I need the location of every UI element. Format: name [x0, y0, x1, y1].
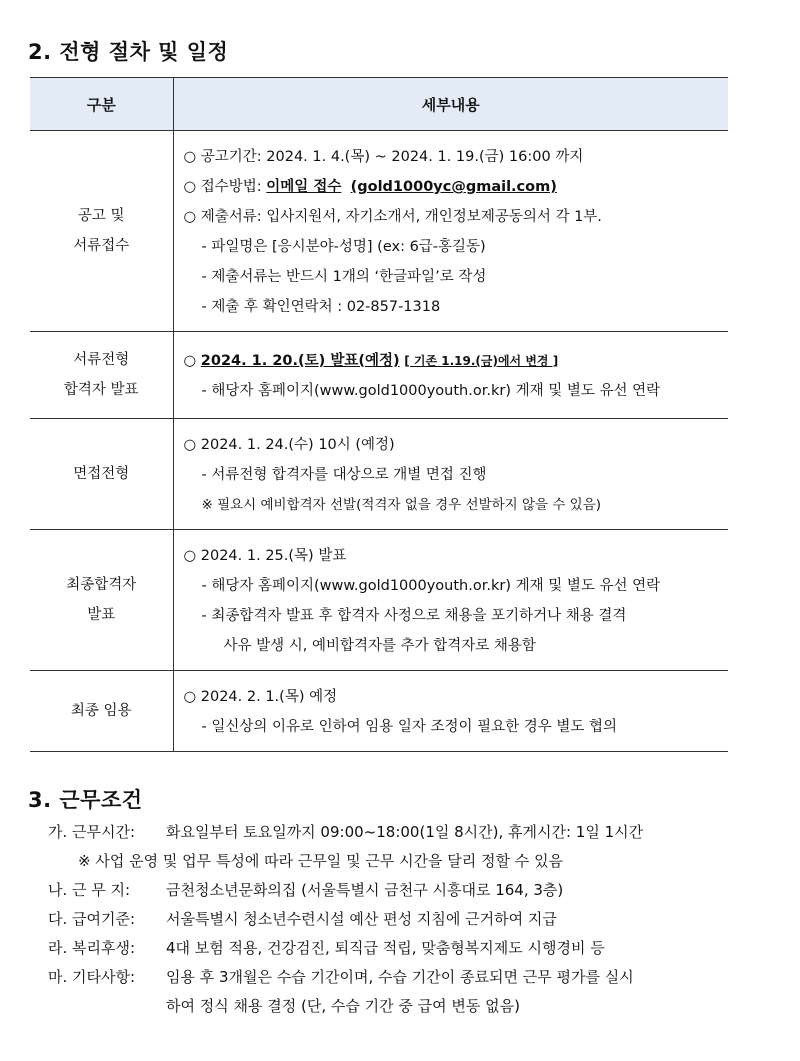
condition-note: ※ 사업 운영 및 업무 특성에 따라 근무일 및 근무 시간을 달리 정할 수 있음 [78, 852, 564, 870]
detail-line: ○ 2024. 1. 20.(토) 발표(예정) [ 기존 1.19.(금)에서 변경 ] [183, 353, 559, 369]
row-category: 최종 임용 [30, 671, 173, 752]
condition-content: 화요일부터 토요일까지 09:00~18:00(1일 8시간), 휴게시간: 1일 1시간 [166, 823, 644, 841]
condition-label: 라. 복리후생: [48, 939, 136, 957]
row-details [173, 131, 728, 332]
condition-item-other [48, 963, 788, 992]
header-details: 세부내용 [173, 78, 728, 131]
condition-item-salary [48, 905, 788, 934]
condition-item-location [48, 876, 788, 905]
detail-line: - 제출 후 확인연락처 : 02-857-1318 [201, 299, 441, 315]
change-note: [ 기존 1.19.(금)에서 변경 ] [404, 354, 559, 368]
row-details [173, 419, 728, 530]
condition-content: 서울특별시 청소년수련시설 예산 편성 지침에 근거하여 지급 [166, 910, 557, 928]
section-2-title: 2. 전형 절차 및 일정 [28, 40, 229, 64]
detail-line: - 서류전형 합격자를 대상으로 개별 면접 진행 [201, 467, 487, 483]
row-category: 면접전형 [30, 419, 173, 530]
row-category: 공고 및 서류접수 [30, 131, 173, 332]
table-row [30, 131, 728, 332]
detail-line: - 일신상의 이유로 인하여 임용 일자 조정이 필요한 경우 별도 협의 [201, 719, 618, 735]
header-category: 구분 [30, 78, 173, 131]
row-details [173, 530, 728, 671]
table-row [30, 332, 728, 419]
condition-label: 가. 근무시간: [48, 823, 136, 841]
condition-content: 4대 보험 적용, 건강검진, 퇴직급 적립, 맞춤형복지제도 시행경비 등 [166, 939, 605, 957]
email-method: 이메일 접수 [266, 179, 342, 195]
condition-item-benefits [48, 934, 788, 963]
detail-line: ○ 접수방법: 이메일 접수 (gold1000yc@gmail.com) [183, 179, 557, 195]
detail-line: ○ 2024. 1. 24.(수) 10시 (예정) [183, 437, 395, 453]
condition-item-hours [48, 818, 788, 847]
work-conditions-list [48, 818, 788, 1021]
detail-line: - 파일명은 [응시분야-성명] (ex: 6급-홍길동) [201, 239, 486, 255]
row-category: 최종합격자 발표 [30, 530, 173, 671]
row-details [173, 332, 728, 419]
table-row [30, 671, 728, 752]
detail-line: ○ 2024. 1. 25.(목) 발표 [183, 548, 347, 564]
detail-line: ※ 필요시 예비합격자 선발(적격자 없을 경우 선발하지 않을 수 있음) [201, 497, 602, 513]
detail-line: - 최종합격자 발표 후 합격자 사정으로 채용을 포기하거나 채용 결격 [201, 608, 627, 624]
condition-content: 임용 후 3개월은 수습 기간이며, 수습 기간이 종료되면 근무 평가를 실시 [166, 968, 634, 986]
row-details [173, 671, 728, 752]
row-category: 서류전형 합격자 발표 [30, 332, 173, 419]
detail-line: - 해당자 홈페이지(www.gold1000youth.or.kr) 게재 및 별도 유선 연락 [201, 578, 661, 594]
detail-line: 사유 발생 시, 예비합격자를 추가 합격자로 채용함 [223, 638, 536, 654]
detail-line: ○ 2024. 2. 1.(목) 예정 [183, 689, 338, 705]
detail-line: - 제출서류는 반드시 1개의 ‘한글파일’로 작성 [201, 269, 487, 285]
announce-date: 2024. 1. 20.(토) 발표(예정) [200, 353, 400, 369]
email-address: (gold1000yc@gmail.com) [350, 179, 557, 195]
schedule-table [30, 77, 728, 752]
detail-line: - 해당자 홈페이지(www.gold1000youth.or.kr) 게재 및 별도 유선 연락 [201, 383, 661, 399]
table-header-row [30, 78, 728, 131]
detail-line: ○ 공고기간: 2024. 1. 4.(목) ~ 2024. 1. 19.(금) 16:00 까지 [183, 149, 584, 165]
condition-continuation: 하여 정식 채용 결정 (단, 수습 기간 중 급여 변동 없음) [166, 997, 520, 1015]
section-3-title: 3. 근무조건 [28, 788, 143, 812]
table-row [30, 530, 728, 671]
detail-line: ○ 제출서류: 입사지원서, 자기소개서, 개인정보제공동의서 각 1부. [183, 209, 602, 225]
condition-content: 금천청소년문화의집 (서울특별시 금천구 시흥대로 164, 3층) [166, 881, 564, 899]
condition-label: 나. 근 무 지: [48, 881, 131, 899]
table-row [30, 419, 728, 530]
condition-label: 다. 급여기준: [48, 910, 136, 928]
condition-label: 마. 기타사항: [48, 968, 136, 986]
